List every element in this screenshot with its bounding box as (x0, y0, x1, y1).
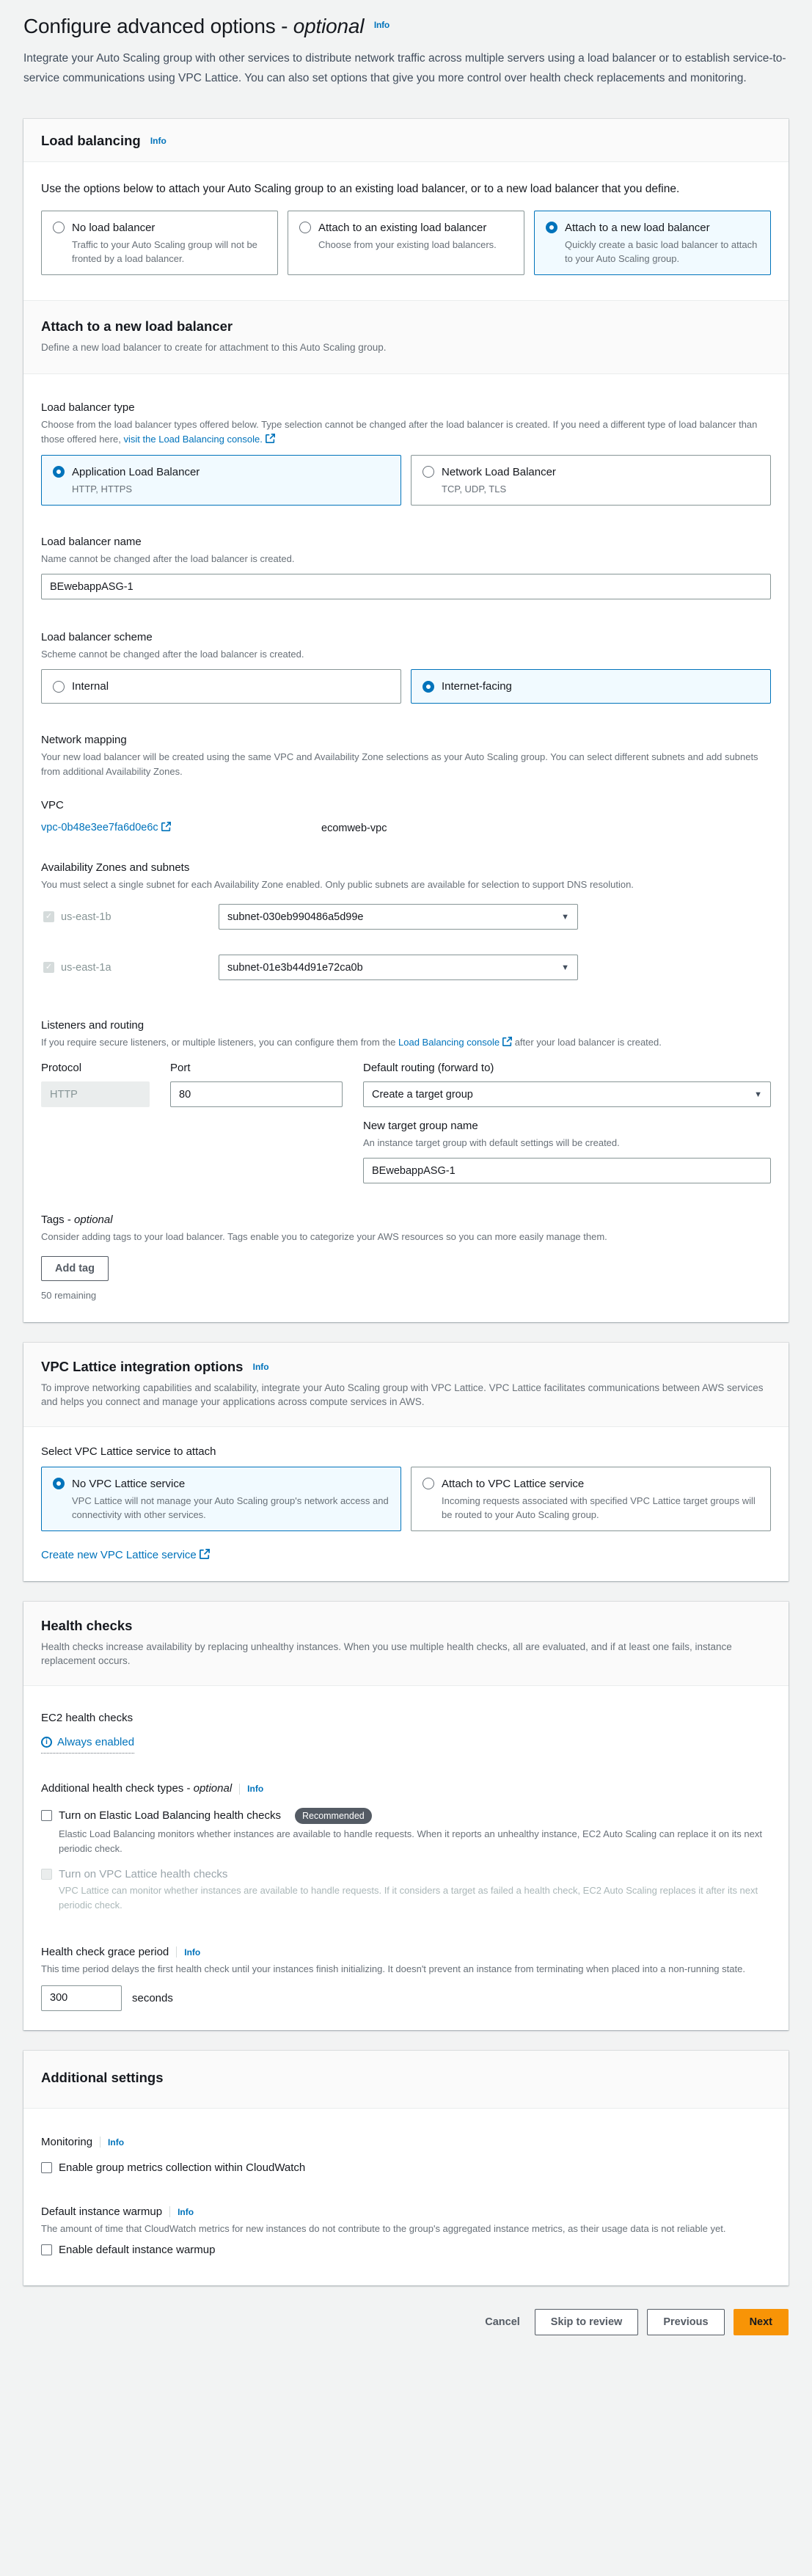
external-link-icon (200, 1549, 210, 1562)
page-title (23, 15, 789, 38)
additional-settings-title: Additional settings (41, 2069, 164, 2085)
load-balancer-choice-group (41, 211, 771, 275)
additional-info-link[interactable]: Info (247, 1784, 264, 1794)
subnet-select-us-east-1b[interactable] (219, 904, 578, 930)
tags-desc: Consider adding tags to your load balancer. Tags enable you to categorize your AWS resources so you can more easily manage them. (41, 1231, 607, 1242)
tile-attach-existing-load-balancer[interactable] (288, 211, 524, 275)
target-group-name-label: New target group name (363, 1120, 478, 1132)
tile-attach-existing-desc: Choose from your existing load balancers. (318, 239, 497, 250)
tile-attach-new-load-balancer[interactable] (534, 211, 771, 275)
tags-label (41, 1213, 771, 1227)
vpc-lattice-card (23, 1343, 789, 1581)
grace-period-info-link[interactable]: Info (184, 1946, 201, 1957)
tags-group (41, 1213, 771, 1303)
tile-nlb-label: Network Load Balancer (442, 466, 556, 478)
grace-period-input[interactable] (41, 1985, 122, 2011)
tile-attach-vpc-lattice-desc: Incoming requests associated with specified VPC Lattice target groups will be routed to your Auto Scaling group. (442, 1495, 756, 1520)
load-balancing-title-text: Load balancing (41, 133, 141, 148)
vpc-lattice-choice-group (41, 1467, 771, 1531)
subnet-select-value: subnet-030eb990486a5d99e (227, 911, 364, 923)
grace-period-desc: This time period delays the first health check until your instances finish initializing. It doesn't prevent an instance from terminating when placed into a non-running state. (41, 1963, 745, 1974)
vpc-lattice-desc: To improve networking capabilities and scalability, integrate your Auto Scaling group with VPC Lattice. VPC Lattice facilitates communications between AWS services and helps you connect and manage your applications across compute services in AWS. (41, 1382, 764, 1407)
new-load-balancer-body (23, 374, 789, 1322)
load-balancing-body (23, 162, 789, 300)
load-balancer-scheme-group (41, 669, 771, 704)
tile-attach-vpc-lattice[interactable] (411, 1467, 771, 1531)
tags-label-optional: optional (74, 1214, 113, 1226)
health-checks-card (23, 1602, 789, 2030)
routing-column-label: Default routing (forward to) (363, 1062, 494, 1074)
page-title-optional: optional (293, 15, 365, 37)
page-title-info-link[interactable]: Info (373, 20, 390, 30)
warmup-checkbox-label: Enable default instance warmup (59, 2243, 216, 2256)
external-link-icon (502, 1036, 512, 1051)
port-input[interactable] (170, 1081, 343, 1107)
tile-alb-desc: HTTP, HTTPS (72, 484, 133, 495)
load-balancing-console-link[interactable]: visit the Load Balancing console. (123, 434, 263, 445)
tile-no-load-balancer-desc: Traffic to your Auto Scaling group will not be fronted by a load balancer. (72, 239, 257, 264)
load-balancer-scheme-label: Load balancer scheme (41, 631, 153, 643)
chevron-down-icon: ▼ (561, 963, 569, 972)
wizard-footer (23, 2309, 789, 2335)
always-enabled-status[interactable] (41, 1736, 134, 1754)
checkbox-unchecked-icon[interactable] (41, 2162, 52, 2173)
additional-settings-header (23, 2051, 789, 2109)
default-routing-value: Create a target group (372, 1088, 473, 1101)
lattice-health-checks-desc: VPC Lattice can monitor whether instances are available to handle requests. If it considers a target as failed a health check, EC2 Auto Scaling replaces it after its next periodic check. (59, 1884, 758, 1911)
checkbox-checked-disabled-icon (43, 911, 54, 922)
vpc-id-link[interactable]: vpc-0b48e3ee7fa6d0e6c (41, 822, 158, 833)
default-routing-select[interactable] (363, 1081, 771, 1107)
chevron-down-icon: ▼ (754, 1090, 762, 1099)
divider (176, 1946, 177, 1957)
checkbox-unchecked-icon[interactable] (41, 1810, 52, 1821)
checkbox-disabled-icon (41, 1869, 52, 1880)
vpc-lattice-info-link[interactable]: Info (252, 1362, 269, 1372)
grace-period-input-row (41, 1985, 771, 2011)
external-link-icon (266, 433, 275, 448)
load-balancing-console-link[interactable]: Load Balancing console (398, 1037, 500, 1048)
radio-unchecked-icon[interactable] (53, 681, 65, 693)
monitoring-label: Monitoring (41, 2135, 93, 2148)
load-balancing-card (23, 119, 789, 1322)
load-balancing-header (23, 119, 789, 162)
additional-health-check-types-label (41, 1781, 232, 1796)
tags-label-text: Tags - (41, 1214, 71, 1226)
additional-label-optional: optional (193, 1782, 233, 1795)
additional-settings-body (23, 2109, 789, 2285)
load-balancer-type-group (41, 455, 771, 506)
warmup-label-row (41, 2205, 771, 2219)
load-balancer-type-field (41, 401, 771, 506)
elb-health-checks-desc: Elastic Load Balancing monitors whether instances are available to handle requests. When it reports an unhealthy instance, EC2 Auto Scaling can replace it on its next periodic check. (59, 1828, 762, 1854)
port-column-label: Port (170, 1062, 191, 1074)
tags-remaining: 50 remaining (41, 1290, 97, 1301)
monitoring-checkbox-label: Enable group metrics collection within CloudWatch (59, 2161, 306, 2174)
lattice-health-checks-option (41, 1868, 771, 1913)
listeners-group (41, 1018, 771, 1183)
load-balancer-type-desc-text: Choose from the load balancer types offered below. Type selection cannot be changed after the load balancer is created. If you need a different type of load balancer than those offered here, (41, 419, 758, 445)
load-balancing-info-link[interactable]: Info (150, 136, 167, 146)
load-balancer-scheme-field (41, 630, 771, 704)
tile-application-load-balancer[interactable] (41, 455, 401, 506)
tile-internal[interactable] (41, 669, 401, 704)
lattice-health-checks-row (41, 1868, 771, 1880)
radio-unchecked-icon[interactable] (53, 222, 65, 233)
tile-nlb-desc: TCP, UDP, TLS (442, 484, 507, 495)
load-balancer-name-field (41, 535, 771, 599)
tile-no-load-balancer-label: No load balancer (72, 222, 156, 234)
lattice-health-checks-label: Turn on VPC Lattice health checks (59, 1867, 228, 1880)
port-cell (170, 1081, 343, 1183)
divider (239, 1784, 240, 1795)
radio-checked-icon[interactable] (53, 1478, 65, 1489)
tile-no-vpc-lattice-desc: VPC Lattice will not manage your Auto Scaling group's network access and connectivity with other services. (72, 1495, 389, 1520)
monitoring-label-row (41, 2135, 771, 2150)
radio-unchecked-icon[interactable] (423, 466, 434, 478)
listeners-grid (41, 1061, 771, 1183)
az-subnets-field (41, 861, 771, 980)
next-button[interactable]: Next (734, 2309, 789, 2335)
checkbox-checked-disabled-icon (43, 962, 54, 973)
elb-health-checks-row[interactable] (41, 1808, 771, 1824)
tile-internet-facing-label: Internet-facing (442, 680, 512, 693)
load-balancer-type-label: Load balancer type (41, 401, 135, 414)
listeners-desc-text-1: If you require secure listeners, or multiple listeners, you can configure them from the (41, 1037, 396, 1048)
az-zone-cell (41, 962, 219, 974)
vpc-lattice-select-label: Select VPC Lattice service to attach (41, 1445, 216, 1458)
listeners-desc-text-2: after your load balancer is created. (514, 1037, 662, 1048)
tile-internet-facing[interactable] (411, 669, 771, 704)
radio-checked-icon[interactable] (423, 681, 434, 693)
warmup-label: Default instance warmup (41, 2205, 163, 2218)
grace-period-field (41, 1945, 771, 2011)
subnet-select-value: subnet-01e3b44d91e72ca0b (227, 961, 363, 974)
warmup-info-link[interactable]: Info (178, 2206, 194, 2217)
external-link-icon (161, 822, 171, 834)
load-balancer-name-label: Load balancer name (41, 536, 142, 548)
grace-period-label: Health check grace period (41, 1945, 169, 1958)
warmup-desc: The amount of time that CloudWatch metrics for new instances do not contribute to the group's aggregated instance metrics, as their usage data is not reliable yet. (41, 2222, 726, 2234)
new-load-balancer-desc: Define a new load balancer to create for attachment to this Auto Scaling group. (41, 342, 387, 353)
subnet-select-us-east-1a[interactable] (219, 955, 578, 980)
tile-attach-new-label: Attach to a new load balancer (565, 222, 710, 234)
radio-checked-icon[interactable] (53, 466, 65, 478)
radio-checked-icon[interactable] (546, 222, 557, 233)
az-row (41, 955, 771, 980)
az-row (41, 904, 771, 930)
vpc-name: ecomweb-vpc (321, 822, 387, 834)
tile-network-load-balancer[interactable] (411, 455, 771, 506)
add-tag-button[interactable]: Add tag (41, 1256, 109, 1281)
load-balancer-name-desc: Name cannot be changed after the load balancer is created. (41, 553, 295, 564)
vpc-lattice-title-text: VPC Lattice integration options (41, 1359, 244, 1374)
tile-no-load-balancer[interactable] (41, 211, 278, 275)
divider (169, 2206, 170, 2217)
tile-internal-label: Internal (72, 680, 109, 693)
create-vpc-lattice-link[interactable]: Create new VPC Lattice service (41, 1549, 197, 1561)
radio-unchecked-icon[interactable] (423, 1478, 434, 1489)
elb-health-checks-option (41, 1808, 771, 1856)
vpc-lattice-header (23, 1343, 789, 1427)
az-zone-cell (41, 911, 219, 923)
az-subnets-label: Availability Zones and subnets (41, 861, 190, 874)
load-balancer-name-input[interactable] (41, 574, 771, 599)
vpc-field (41, 798, 771, 834)
warmup-checkbox-row[interactable] (41, 2244, 771, 2256)
additional-settings-card (23, 2051, 789, 2285)
ec2-health-checks-label: EC2 health checks (41, 1712, 133, 1724)
check-icon: ✓ (45, 912, 53, 921)
skip-to-review-button[interactable]: Skip to review (535, 2309, 639, 2335)
vpc-link-wrap (41, 822, 321, 834)
additional-label-text: Additional health check types - (41, 1782, 191, 1795)
info-letter: i (45, 1738, 48, 1746)
new-load-balancer-title: Attach to a new load balancer (41, 318, 233, 334)
network-mapping-label: Network mapping (41, 734, 127, 746)
chevron-down-icon: ▼ (561, 912, 569, 922)
previous-button[interactable]: Previous (647, 2309, 724, 2335)
recommended-badge: Recommended (295, 1808, 372, 1824)
tile-attach-vpc-lattice-label: Attach to VPC Lattice service (442, 1478, 585, 1490)
target-group-name-desc: An instance target group with default settings will be created. (363, 1137, 620, 1148)
health-checks-body (23, 1686, 789, 2030)
load-balancer-type-desc (41, 417, 771, 448)
protocol-column-label: Protocol (41, 1062, 82, 1074)
protocol-input (41, 1081, 150, 1107)
load-balancing-title (41, 133, 771, 149)
grace-period-label-row (41, 1945, 771, 1960)
ec2-health-checks-status-row (41, 1734, 771, 1754)
tile-no-vpc-lattice[interactable] (41, 1467, 401, 1531)
tile-alb-label: Application Load Balancer (72, 466, 200, 478)
network-mapping-desc: Your new load balancer will be created using the same VPC and Availability Zone selections as your Auto Scaling group. You can select different subnets and add subnets from additional Availability Zones. (41, 751, 758, 777)
tile-attach-new-desc: Quickly create a basic load balancer to attach to your Auto Scaling group. (565, 239, 758, 264)
tile-attach-existing-label: Attach to an existing load balancer (318, 222, 487, 234)
elb-health-checks-label: Turn on Elastic Load Balancing health checks (59, 1809, 281, 1822)
routing-cell (363, 1081, 771, 1183)
cancel-button[interactable]: Cancel (485, 2316, 520, 2328)
az-subnets-desc: You must select a single subnet for each Availability Zone enabled. Only public subnets are available for selection to support DNS resolution. (41, 879, 634, 890)
new-load-balancer-header (23, 300, 789, 374)
page-title-text: Configure advanced options - (23, 15, 288, 37)
tile-no-vpc-lattice-label: No VPC Lattice service (72, 1478, 186, 1490)
radio-unchecked-icon[interactable] (299, 222, 311, 233)
checkbox-unchecked-icon[interactable] (41, 2244, 52, 2255)
always-enabled-text: Always enabled (57, 1736, 135, 1748)
info-circle-icon (41, 1737, 52, 1748)
health-checks-desc: Health checks increase availability by replacing unhealthy instances. When you use multiple health checks, all are evaluated, and if at least one fails, instance replacement occurs. (41, 1641, 732, 1666)
page-description: Integrate your Auto Scaling group with other services to distribute network traffic across multiple servers using a load balancer or to establish service-to-service communications using VPC Lattice. You can also set options that give you more control over health check replacements and monitoring. (23, 52, 786, 84)
check-icon: ✓ (45, 963, 53, 971)
network-mapping-group (41, 733, 771, 779)
load-balancer-scheme-desc: Scheme cannot be changed after the load balancer is created. (41, 649, 304, 660)
az-zone-label: us-east-1b (61, 911, 111, 923)
vpc-lattice-title (41, 1359, 771, 1375)
health-checks-title: Health checks (41, 1618, 133, 1633)
az-zone-label: us-east-1a (61, 961, 111, 974)
vpc-value-row (41, 822, 771, 834)
listeners-label: Listeners and routing (41, 1019, 145, 1032)
vpc-lattice-body (23, 1427, 789, 1581)
protocol-cell (41, 1081, 150, 1183)
monitoring-checkbox-row[interactable] (41, 2161, 771, 2174)
listeners-desc (41, 1035, 771, 1051)
vpc-label: VPC (41, 799, 64, 811)
grace-period-unit: seconds (132, 1991, 173, 2004)
target-group-name-input[interactable] (363, 1158, 771, 1183)
additional-health-check-types-row (41, 1781, 771, 1796)
load-balancing-intro: Use the options below to attach your Auto Scaling group to an existing load balancer, or to a new load balancer that you define. (41, 183, 680, 195)
create-vpc-lattice-row (41, 1549, 771, 1562)
health-checks-header (23, 1602, 789, 1686)
monitoring-info-link[interactable]: Info (108, 2137, 125, 2148)
